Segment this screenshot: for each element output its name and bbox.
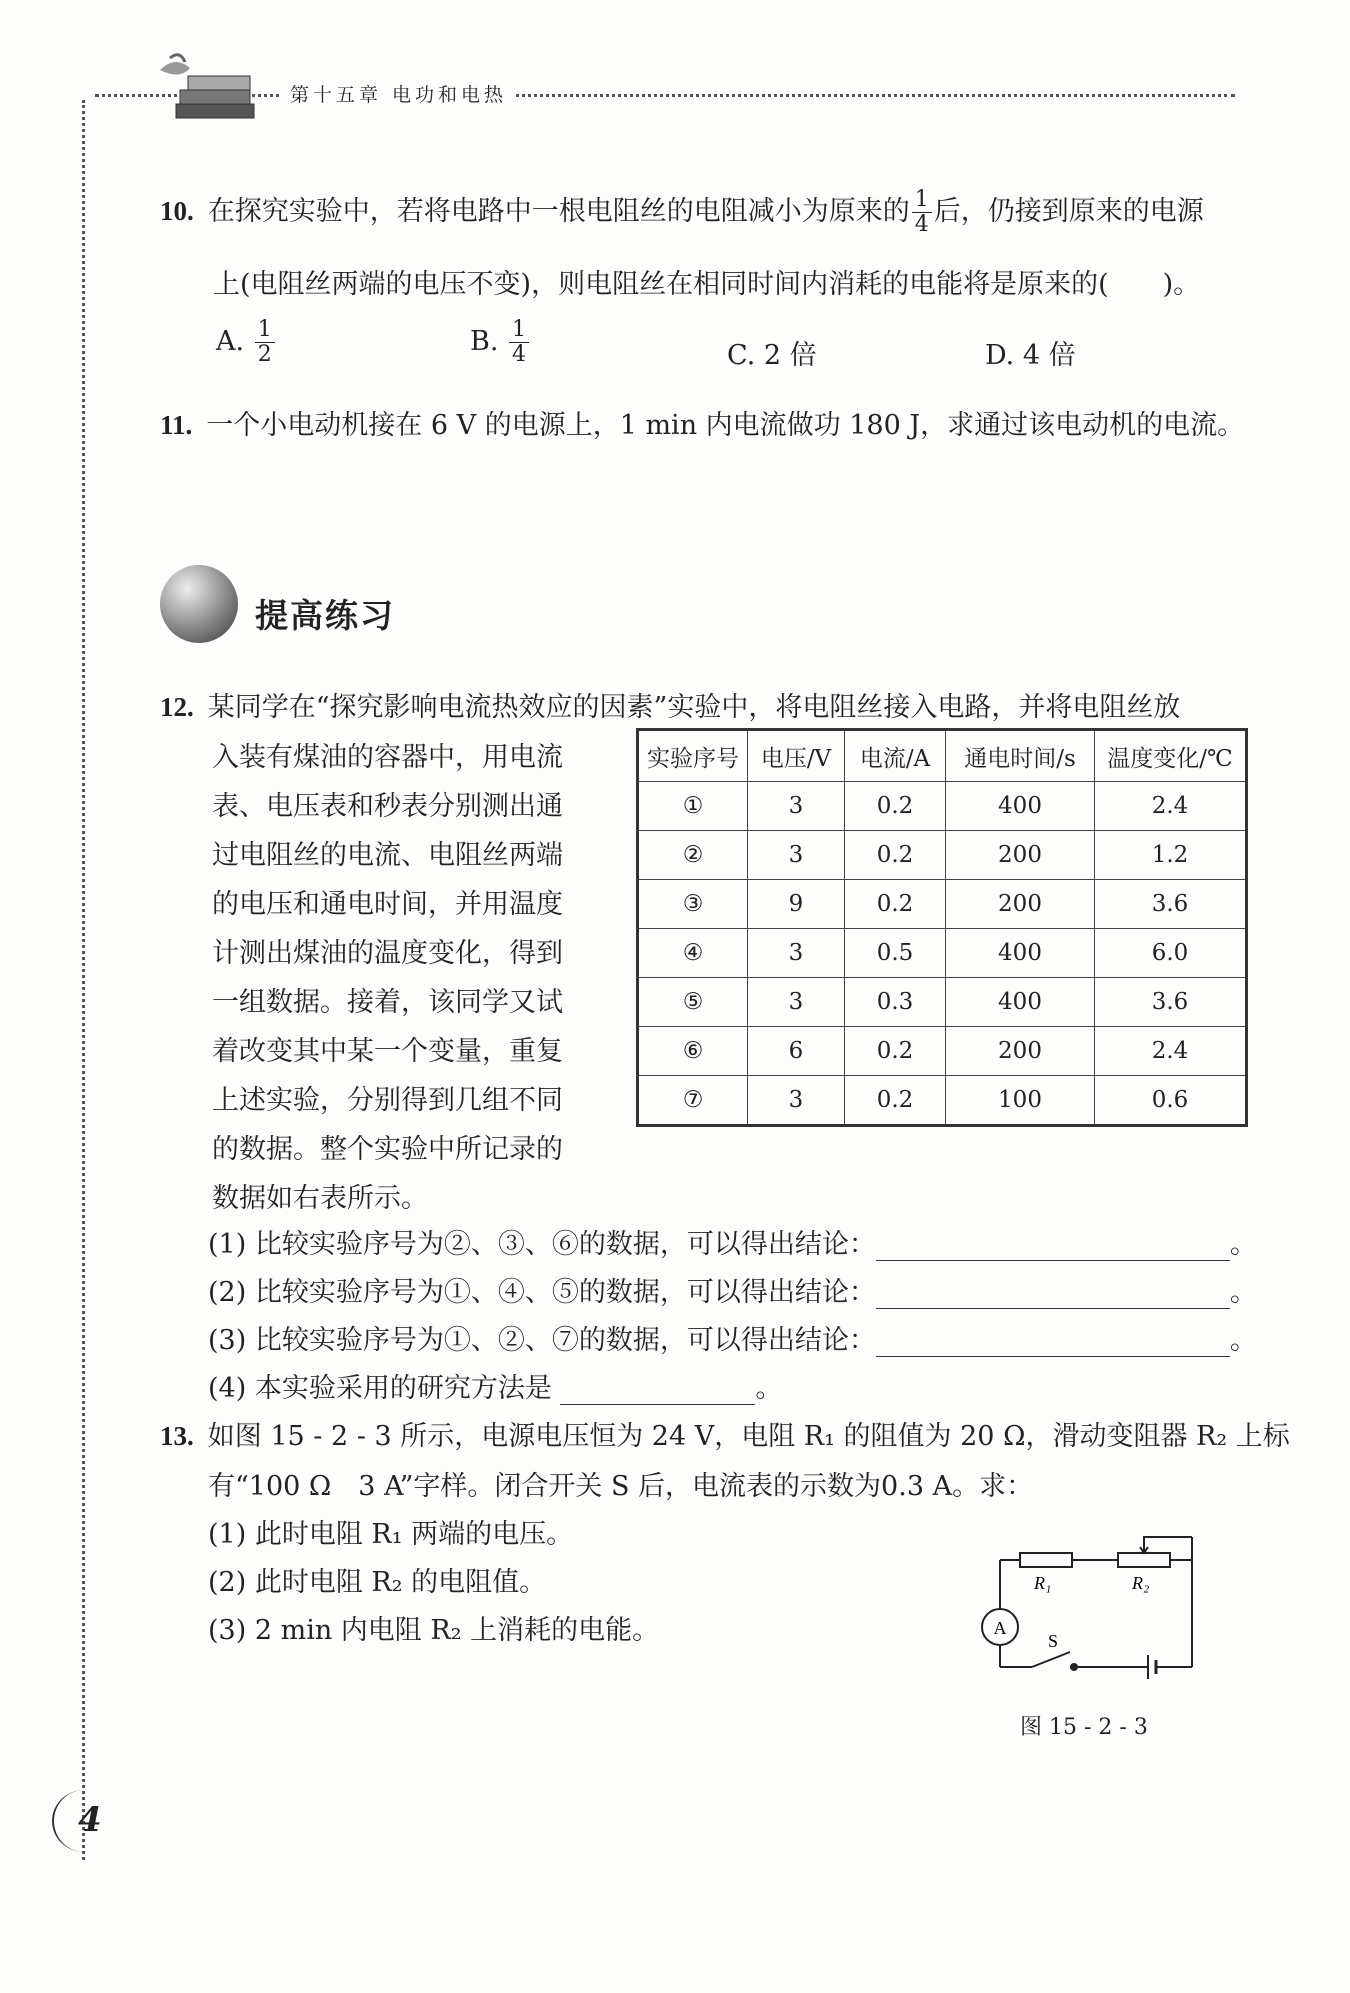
header-dotted-rule: [95, 94, 1235, 97]
q12-sub-question-4: (4) 本实验采用的研究方法是 。: [208, 1373, 783, 1404]
switch-label: S: [1048, 1631, 1059, 1651]
q12-text-line: 的电压和通电时间，并用温度: [212, 889, 563, 920]
table-cell: 6.0: [1095, 929, 1247, 978]
q12-sub-question-1: (1) 比较实验序号为②、③、⑥的数据，可以得出结论： 。: [208, 1229, 1257, 1260]
table-cell: 0.2: [845, 1027, 946, 1076]
table-row: [638, 978, 1247, 1027]
table-cell: 0.2: [845, 782, 946, 831]
q12-sub-question-2: (2) 比较实验序号为①、④、⑤的数据，可以得出结论： 。: [208, 1277, 1257, 1308]
table-cell: 3.6: [1095, 880, 1247, 929]
column-header: 电流/A: [845, 730, 946, 782]
table-cell: ⑦: [638, 1076, 748, 1126]
question-11: 11. 一个小电动机接在 6 V 的电源上，1 min 内电流做功 180 J，求通过该电动机的电流。: [160, 410, 1245, 441]
table-cell: 400: [946, 929, 1095, 978]
table-cell: 0.5: [845, 929, 946, 978]
table-cell: 0.6: [1095, 1076, 1247, 1126]
question-12-intro: 12. 某同学在“探究影响电流热效应的因素”实验中，将电阻丝接入电路，并将电阻丝放: [160, 692, 1181, 723]
table-cell: 200: [946, 880, 1095, 929]
table-cell: 0.3: [845, 978, 946, 1027]
switch: [1032, 1652, 1070, 1667]
option-c: C. 2 倍: [727, 340, 817, 371]
q12-text-line: 一组数据。接着，该同学又试: [212, 987, 563, 1018]
table-cell: ③: [638, 880, 748, 929]
table-cell: ②: [638, 831, 748, 880]
question-10-line1: 10. 在探究实验中，若将电路中一根电阻丝的电阻减小为原来的 $\frac{1}{4}$ 后，仍接到原来的电源: [160, 187, 1204, 238]
r1-label: R₁: [1034, 1573, 1052, 1593]
table-row: [638, 782, 1247, 831]
answer-blank[interactable]: [876, 1332, 1230, 1357]
table-cell: 0.2: [845, 880, 946, 929]
q12-text-line: 上述实验，分别得到几组不同: [212, 1085, 563, 1116]
table-cell: 3.6: [1095, 978, 1247, 1027]
table-cell: 0.2: [845, 831, 946, 880]
option-a: A. $\frac{1}{2}$: [216, 318, 277, 367]
chapter-title: 第十五章 电功和电热: [282, 80, 515, 107]
table-cell: 9: [748, 880, 845, 929]
r2-label: R₂: [1132, 1573, 1150, 1593]
table-row: [638, 831, 1247, 880]
figure-caption: 图 15 - 2 - 3: [1020, 1715, 1148, 1740]
question-13-line2: 有“100 Ω 3 A”字样。闭合开关 S 后，电流表的示数为0.3 A。求：: [208, 1471, 1034, 1502]
page-number: 4: [78, 1800, 102, 1840]
table-cell: 3: [748, 831, 845, 880]
ammeter-label: A: [993, 1618, 1007, 1638]
q13-sub-question-1: (1) 此时电阻 R₁ 两端的电压。: [208, 1519, 574, 1550]
table-row: [638, 929, 1247, 978]
table-row: [638, 1027, 1247, 1076]
column-header: 温度变化/℃: [1095, 730, 1247, 782]
rheostat-r2: [1118, 1553, 1170, 1567]
q12-text-line: 计测出煤油的温度变化，得到: [212, 938, 563, 969]
question-10-line2: 上(电阻丝两端的电压不变)，则电阻丝在相同时间内消耗的电能将是原来的( )。: [213, 269, 1201, 300]
table-row: [638, 880, 1247, 929]
column-header: 电压/V: [748, 730, 845, 782]
table-cell: 3: [748, 1076, 845, 1126]
table-cell: 400: [946, 782, 1095, 831]
table-cell: 2.4: [1095, 1027, 1247, 1076]
table-cell: 0.2: [845, 1076, 946, 1126]
table-cell: 1.2: [1095, 831, 1247, 880]
table-cell: 6: [748, 1027, 845, 1076]
table-cell: 3: [748, 978, 845, 1027]
experiment-data-table: [636, 728, 1248, 1127]
q12-text-line: 着改变其中某一个变量，重复: [212, 1036, 563, 1067]
table-cell: ④: [638, 929, 748, 978]
left-margin-dotted-rule: [82, 100, 85, 1860]
column-header: 实验序号: [638, 730, 748, 782]
q13-sub-question-2: (2) 此时电阻 R₂ 的电阻值。: [208, 1567, 547, 1598]
table-cell: 200: [946, 831, 1095, 880]
q12-sub-question-3: (3) 比较实验序号为①、②、⑦的数据，可以得出结论： 。: [208, 1325, 1257, 1356]
q12-text-line: 入装有煤油的容器中，用电流: [212, 742, 563, 773]
q12-text-line: 的数据。整个实验中所记录的: [212, 1134, 563, 1165]
question-number: 10.: [160, 196, 194, 227]
q13-sub-question-3: (3) 2 min 内电阻 R₂ 上消耗的电能。: [208, 1615, 660, 1646]
table-row: [638, 1076, 1247, 1126]
globe-icon: [160, 565, 238, 643]
circuit-diagram: [970, 1515, 1210, 1685]
option-d: D. 4 倍: [985, 340, 1076, 371]
table-cell: 400: [946, 978, 1095, 1027]
q12-text-line: 过电阻丝的电流、电阻丝两端: [212, 840, 563, 871]
fraction: $\frac{1}{4}$: [912, 188, 932, 237]
table-cell: ⑥: [638, 1027, 748, 1076]
table-cell: 100: [946, 1076, 1095, 1126]
answer-blank[interactable]: [560, 1380, 755, 1405]
table-cell: 200: [946, 1027, 1095, 1076]
resistor-r1: [1020, 1553, 1072, 1567]
answer-blank[interactable]: [876, 1236, 1230, 1261]
q12-text-line: 表、电压表和秒表分别测出通: [212, 791, 563, 822]
table-header-row: [638, 730, 1247, 782]
column-header: 通电时间/s: [946, 730, 1095, 782]
books-logo-icon: [150, 50, 265, 130]
table-cell: ①: [638, 782, 748, 831]
table-cell: 3: [748, 929, 845, 978]
answer-blank[interactable]: [876, 1284, 1230, 1309]
table-cell: 3: [748, 782, 845, 831]
option-b: B. $\frac{1}{4}$: [470, 318, 531, 367]
table-cell: 2.4: [1095, 782, 1247, 831]
section-title: 提高练习: [255, 596, 395, 635]
q12-text-line: 数据如右表所示。: [212, 1183, 428, 1214]
question-13-line1: 13. 如图 15 - 2 - 3 所示，电源电压恒为 24 V，电阻 R₁ 的阻值为 20 Ω，滑动变阻器 R₂ 上标: [160, 1421, 1290, 1452]
table-cell: ⑤: [638, 978, 748, 1027]
